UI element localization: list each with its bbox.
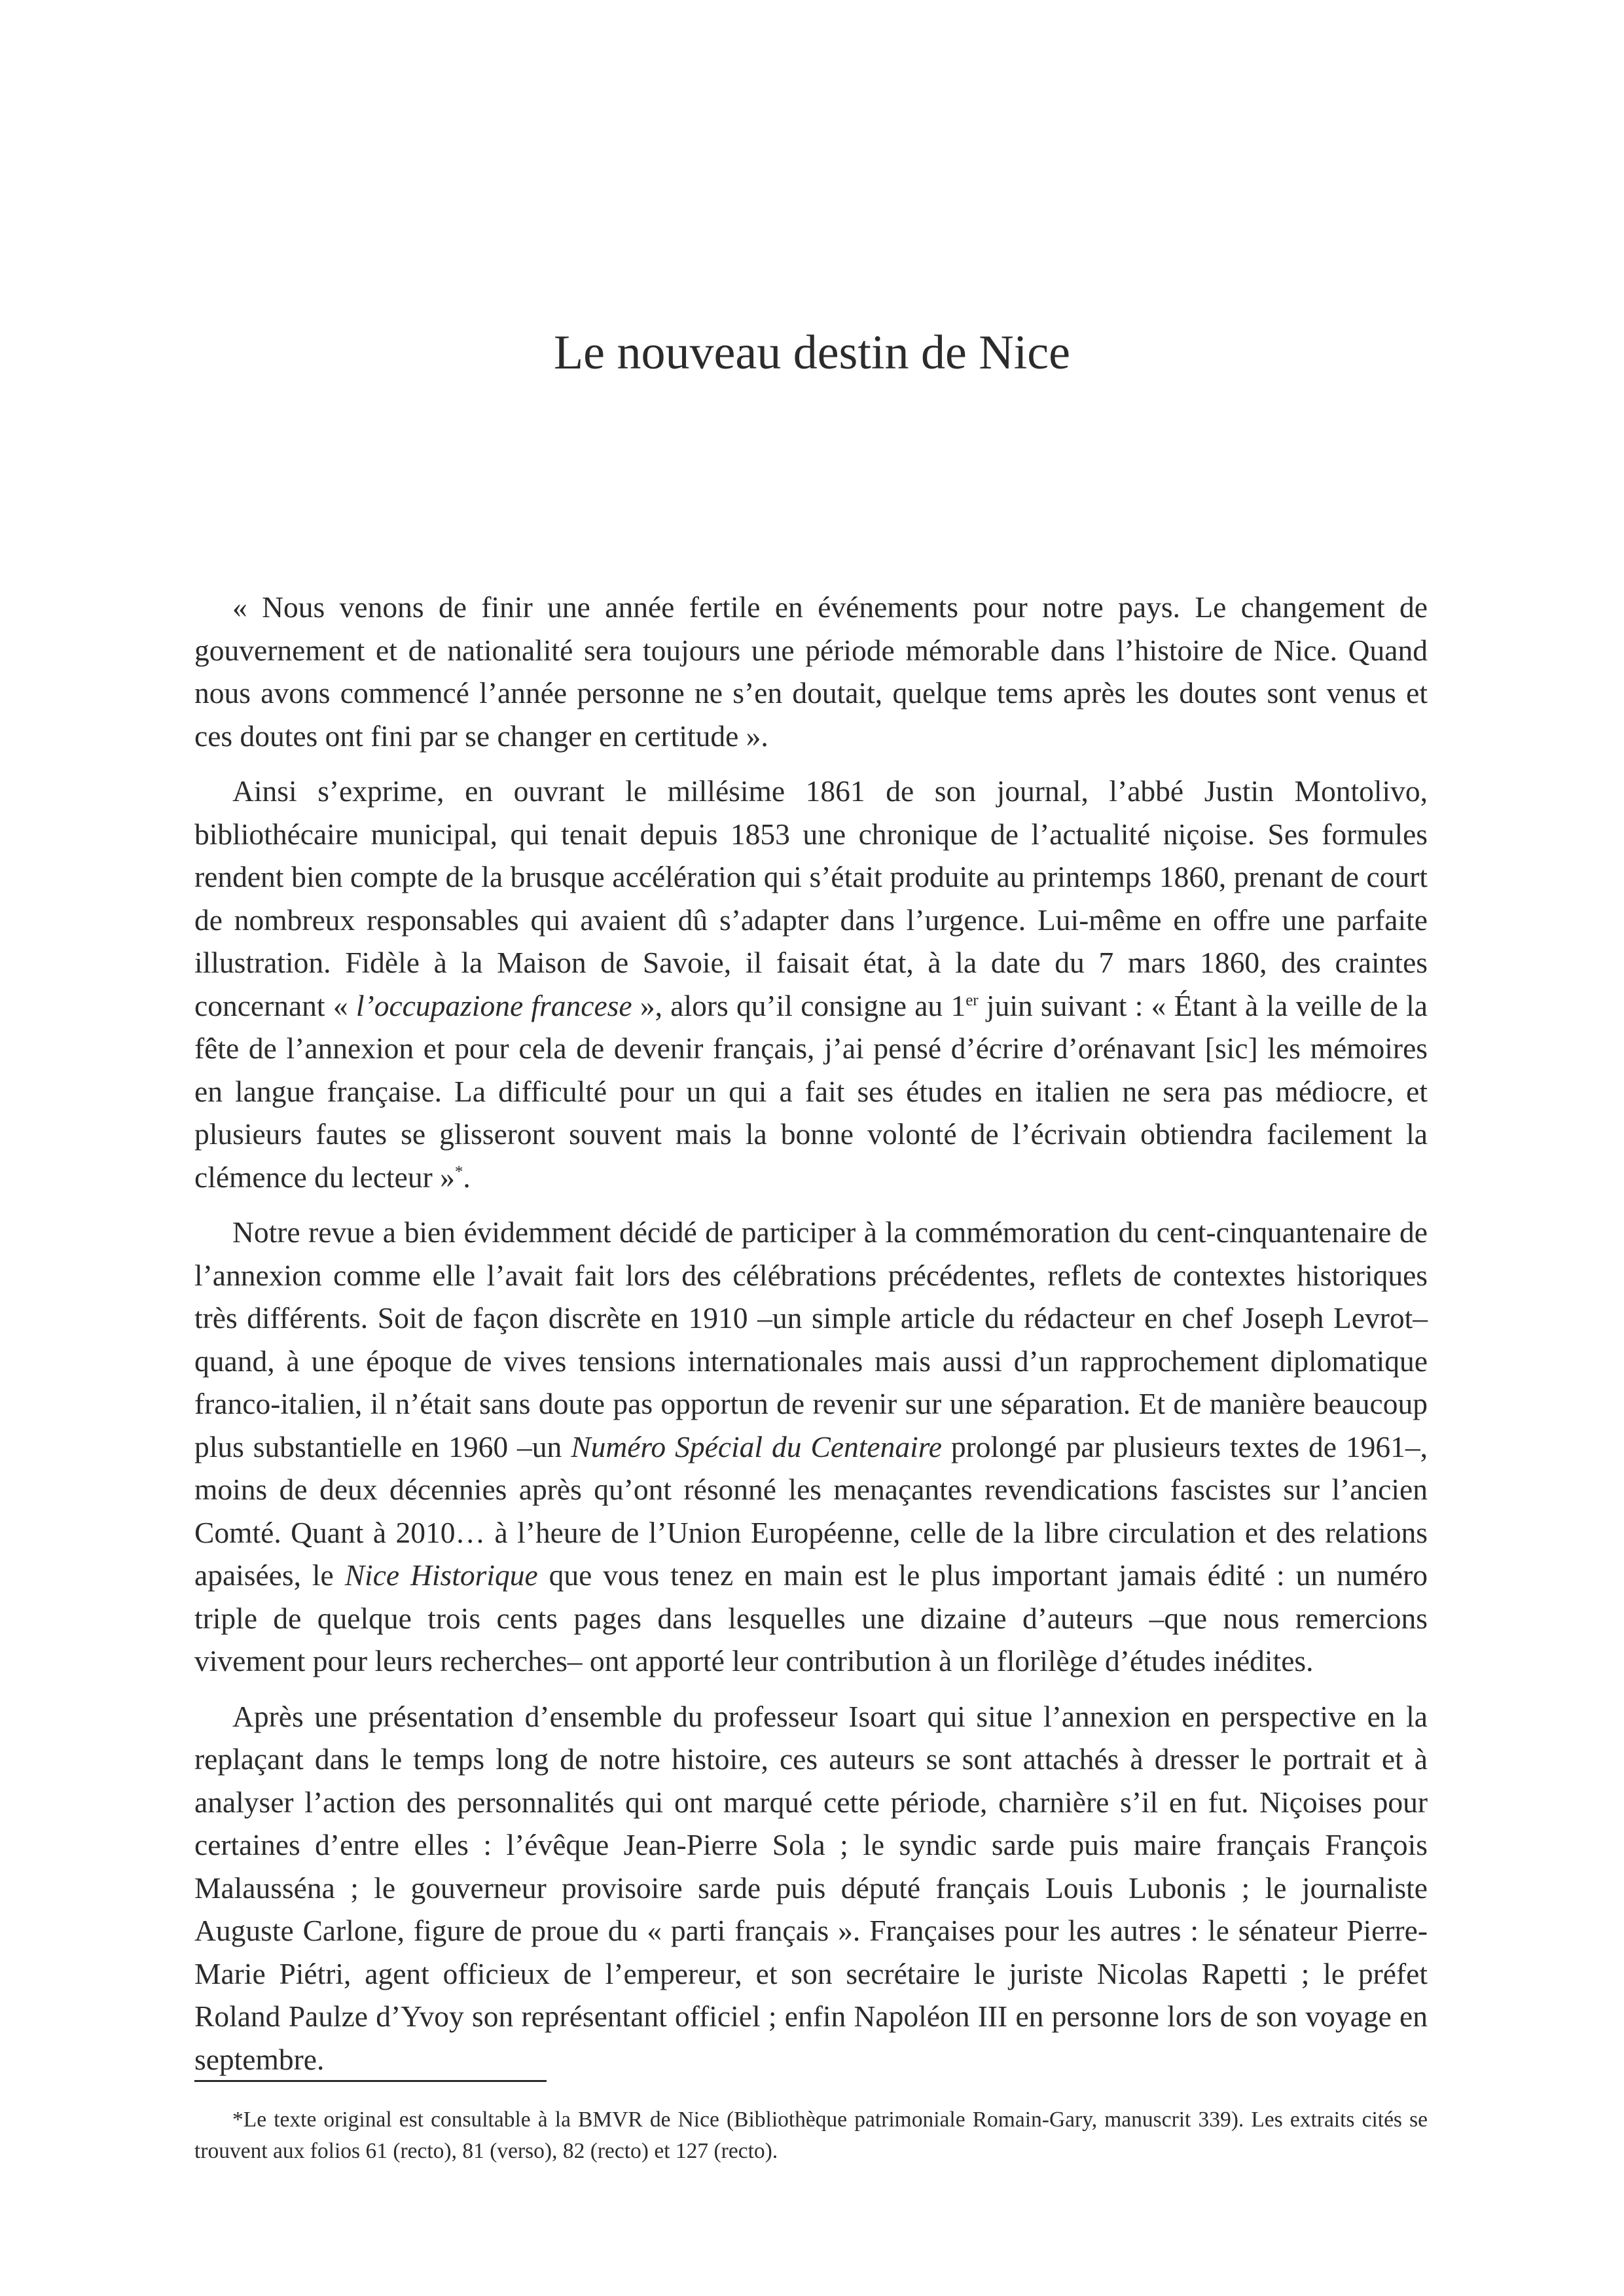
paragraph-text: que vous tenez en main est le plus important jamais édité : un numéro triple de quelque trois cents pages dans lesquelles une dizaine d’auteurs –que nous remercions vivement pour leurs recherches– ont apporté leur contribution à un florilège d’études inédites. — [194, 1558, 1428, 1677]
paragraph-text: Notre revue a bien évidemment décidé de participer à la commémoration du cent-cinquantenaire de l’annexion comme elle l’avait fait lors des célébrations précédentes, reflets de contextes historiques très différents. Soit de façon discrète en 1910 –un simple article du rédacteur en chef Joseph Levrot– quand, à une époque de vives tensions internationales mais aussi d’un rapprochement diplomatique franco-italien, il n’était sans doute pas opportun de revenir sur une séparation. Et de manière beaucoup plus substantielle en 1960 –un — [194, 1215, 1428, 1463]
paragraph-text: « Nous venons de finir une année fertile en événements pour notre pays. Le changement de gouvernement et de nationalité sera toujours une période mémorable dans l’histoire de Nice. Quand nous avons commencé l’année personne ne s’en doutait, quelque tems après les doutes sont venus et ces doutes ont fini par se changer en certitude ». — [194, 590, 1428, 753]
paragraph-text: Ainsi s’exprime, en ouvrant le millésime 1861 de son journal, l’abbé Justin Montolivo, bibliothécaire municipal, qui tenait depuis 1853 une chronique de l’actualité niçoise. Ses formules rendent bien compte de la brusque accélération qui s’était produite au printemps 1860, prenant de court de nombreux responsables qui avaient dû s’adapter dans l’urgence. Lui-même en offre une parfaite illustration. Fidèle à la Maison de Savoie, il faisait état, à la date du 7 mars 1860, des craintes concernant « — [194, 774, 1428, 1022]
paragraph-text: Après une présentation d’ensemble du professeur Isoart qui situe l’annexion en perspective en la replaçant dans le temps long de notre histoire, ces auteurs se sont attachés à dresser le portrait et à analyser l’action des personnalités qui ont marqué cette période, charnière s’il en fut. Niçoises pour certaines d’entre elles : l’évêque Jean-Pierre Sola ; le syndic sarde puis maire français François Malausséna ; le gouverneur provisoire sarde puis député français Louis Lubonis ; le journaliste Auguste Carlone, figure de proue du « parti français ». Françaises pour les autres : le sénateur Pierre-Marie Piétri, agent officieux de l’empereur, et son secrétaire le juriste Nicolas Rapetti ; le préfet Roland Paulze d’Yvoy son représentant officiel ; enfin Napoléon III en personne lors de son voyage en septembre. — [194, 1699, 1428, 2076]
paragraph-quote-opening — [194, 586, 1428, 757]
paragraph-text: prolongé par plusieurs textes de 1961–, moins de deux décennies après qu’ont résonné les menaçantes revendications fascistes sur l’ancien Comté. Quant à 2010… à l’heure de l’Union Européenne, celle de la libre circulation et des relations apaisées, le — [194, 1429, 1428, 1592]
paragraph-auteurs — [194, 1695, 1428, 2081]
paragraph-text: », alors qu’il consigne au 1 — [632, 988, 966, 1022]
italic-quote: l’occupazione francese — [355, 988, 632, 1022]
paragraph-revue — [194, 1211, 1428, 1683]
article-body — [194, 586, 1428, 2093]
italic-title: Numéro Spécial du Centenaire — [571, 1429, 942, 1463]
page-title: Le nouveau destin de Nice — [553, 326, 1071, 380]
ordinal-superscript: er — [965, 991, 979, 1009]
paragraph-text: . — [463, 1160, 471, 1194]
footnote-divider — [194, 2080, 547, 2082]
footnote: *Le texte original est consultable à la BMVR de Nice (Bibliothèque patrimoniale Romain-Gary, manuscrit 339). Les extraits cités se trouvent aux folios 61 (recto), 81 (verso), 82 (recto) et 127 (recto). — [194, 2108, 1428, 2163]
italic-title: Nice Historique — [344, 1558, 538, 1592]
footnote-marker: * — [454, 1162, 463, 1181]
paragraph-text: juin suivant : « Étant à la veille de la fête de l’annexion et pour cela de devenir français, j’ai pensé d’écrire d’orénavant [sic] les mémoires en langue française. La difficulté pour un qui a fait ses études en italien ne sera pas médiocre, et plusieurs fautes se glisseront souvent mais la bonne volonté de l’écrivain obtiendra facilement la clémence du lecteur » — [194, 988, 1428, 1194]
paragraph-montolivo — [194, 770, 1428, 1198]
